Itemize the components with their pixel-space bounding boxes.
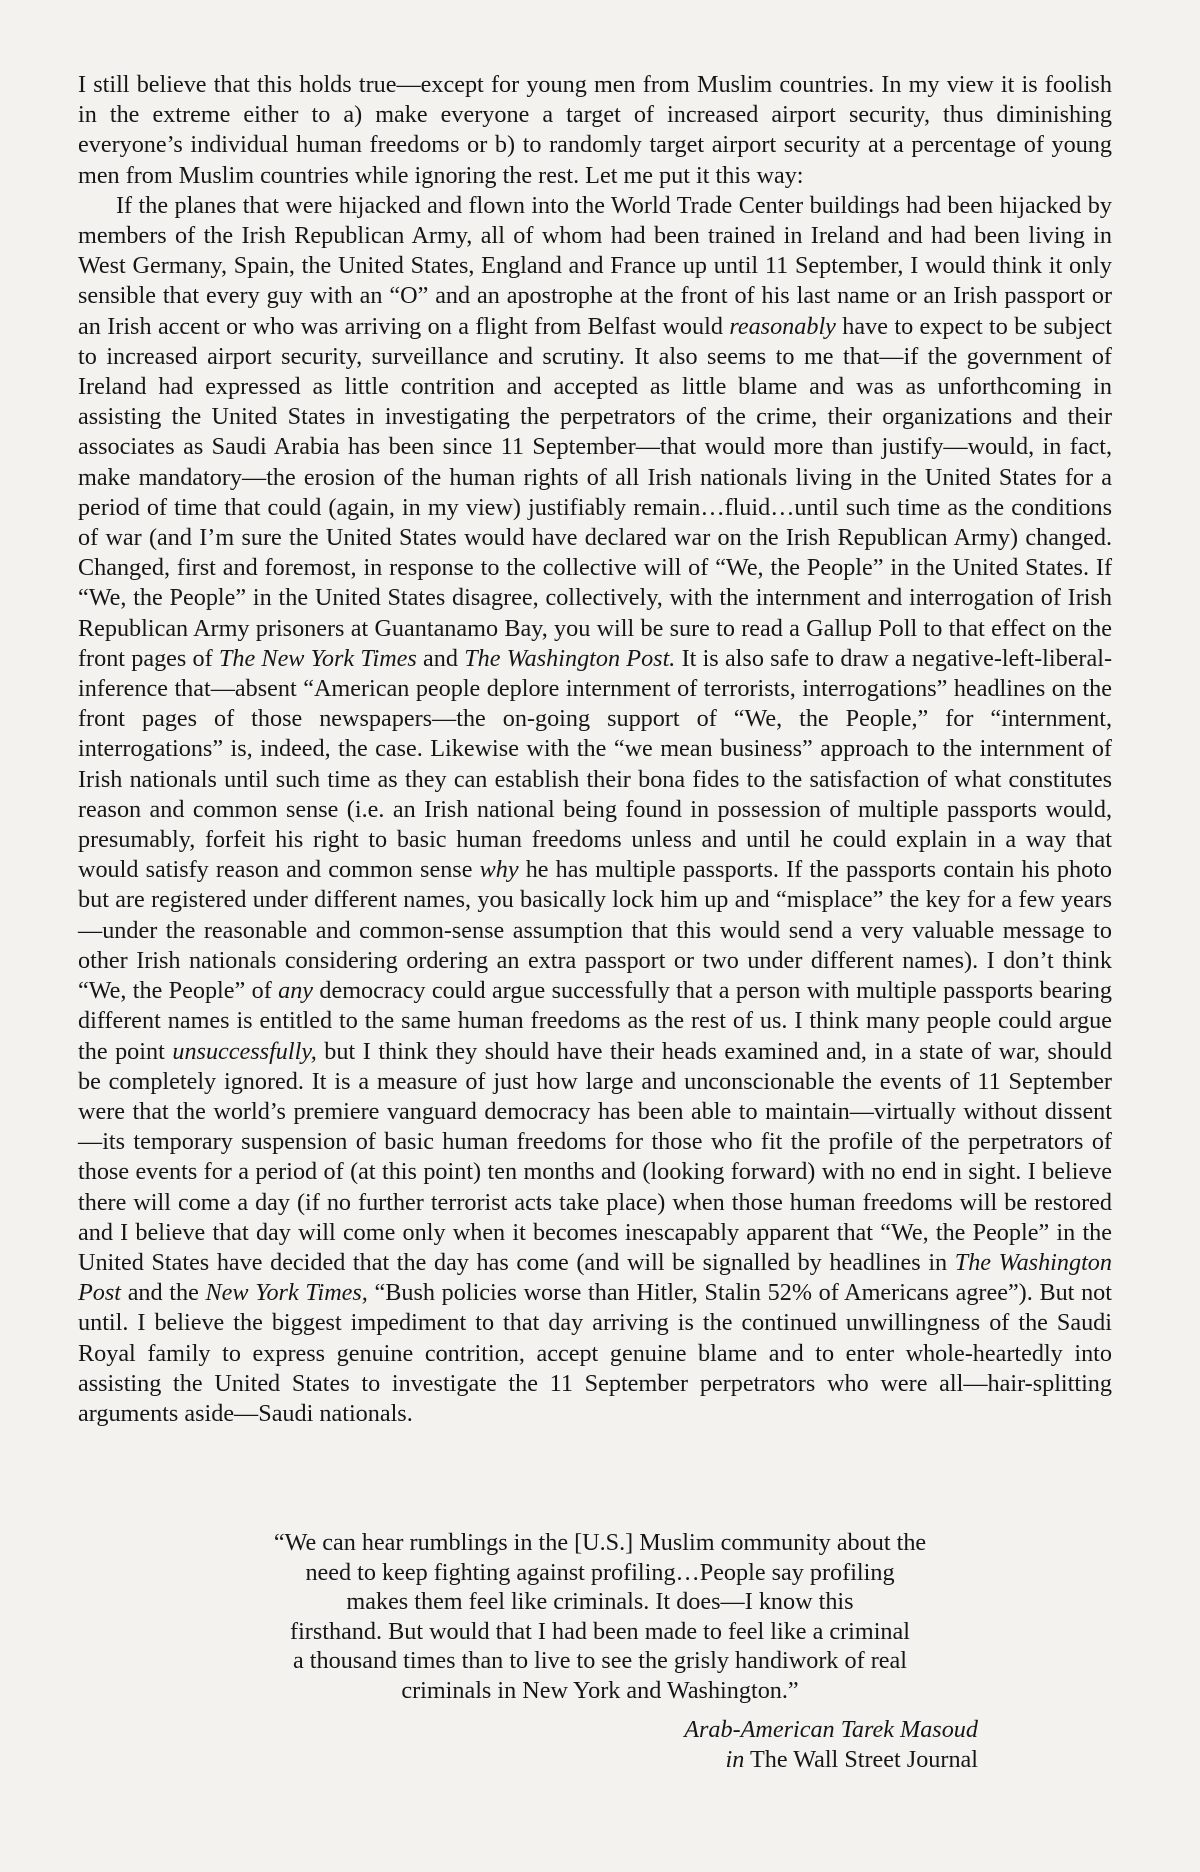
quote-line: need to keep fighting against profiling…People say profiling — [305, 1558, 895, 1586]
paragraph-2-text-8: and the — [121, 1279, 206, 1307]
paragraph-2-text-5: he has multiple passports. If the passports contain his photo but are registered under different names, you basically lock him up and “misplace” the key for a few years—under the reasonable and common-sense assumption that this would send a very valuable message to other Irish nationals considering ordering an extra passport or two under different names). I don’t think “We, the People” of — [78, 856, 1113, 1005]
italic-new-york-times: The New York Times — [218, 644, 417, 672]
paragraph-2-text-3: and — [416, 644, 465, 672]
italic-any: any — [278, 977, 314, 1005]
document-body — [78, 70, 1112, 1429]
quote-source-line — [684, 1745, 978, 1775]
quote-line: firsthand. But would that I had been made to feel like a criminal — [290, 1617, 910, 1645]
quote-attribution — [684, 1715, 978, 1774]
quote-line: a thousand times than to live to see the grisly handiwork of real — [293, 1647, 907, 1674]
paragraph-2-text-6: democracy could argue successfully that a person with multiple passports bearing different names is entitled to the same human freedoms as the rest of us. I think many people could argue the point — [78, 977, 1112, 1065]
italic-washington-post: The Washington Post. — [464, 644, 676, 672]
paragraph-2-text-7: but I think they should have their heads examined and, in a state of war, should be completely ignored. It is a measure of just how large and unconscionable the events of 11 September were that the world’s premiere vanguard democracy has been able to maintain—virtually without dissent—its temporary suspension of basic human freedoms for those who fit the profile of the perpetrators of those events for a period of (at this point) ten months and (looking forward) with no end in sight. I believe there will come a day (if no further terrorist acts take place) when those human freedoms will be restored and I believe that day will come only when it becomes inescapably apparent that “We, the People” in the United States have decided that the day has come (and will be signalled by headlines in — [78, 1037, 1112, 1276]
paragraph-1: I still believe that this holds true—except for young men from Muslim countries. In my view it is foolish in the extreme either to a) make everyone a target of increased airport security, thus diminishing everyone’s individual human freedoms or b) to randomly target airport security at a percentage of young men from Muslim countries while ignoring the rest. Let me put it this way: — [78, 71, 1112, 189]
paragraph-2 — [78, 191, 1112, 1429]
paragraph-2-text-1: If the planes that were hijacked and flown into the World Trade Center buildings had been hijacked by members of the Irish Republican Army, all of whom had been trained in Ireland and had been living in West Germany, Spain, the United States, England and France up until 11 September, I would think it only sensible that every guy with an “O” and an apostrophe at the front of his last name or an Irish passport or an Irish accent or who was arriving on a flight from Belfast would — [78, 191, 1112, 340]
quote-line: “We can hear rumblings in the [U.S.] Muslim community about the — [273, 1529, 927, 1556]
quote-line: makes them feel like criminals. It does—I know this — [346, 1588, 854, 1615]
quote-author: Arab-American Tarek Masoud — [684, 1716, 978, 1743]
paragraph-2-text-4: It is also safe to draw a negative-left-liberal-inference that—absent “American people deplore internment of terrorists, interrogations” headlines on the front pages of those newspapers—the on-going support of “We, the People,” for “internment, interrogations” is, indeed, the case. Likewise with the “we mean business” approach to the internment of Irish nationals until such time as they can establish their bona fides to the satisfaction of what constitutes reason and common sense (i.e. an Irish national being found in possession of multiple passports would, presumably, forfeit his right to basic human freedoms unless and until he could explain in a way that would satisfy reason and common sense — [78, 644, 1112, 884]
paragraph-2-text-2: have to expect to be subject to increased airport security, surveillance and scrutiny. It also seems to me that—if the government of Ireland had expressed as little contrition and accepted as little blame and was as unforthcoming in assisting the United States in investigating the perpetrators of the crime, their organizations and their associates as Saudi Arabia has been since 11 September—that would more than justify—would, in fact, make mandatory—the erosion of the human rights of all Irish nationals living in the United States for a period of time that could (again, in my view) justifiably remain…fluid…until such time as the conditions of war (and I’m sure the United States would have declared war on the Irish Republican Army) changed. Changed, first and foremost, in response to the collective will of “We, the People” in the United States. If “We, the People” in the United States disagree, collectively, with the internment and interrogation of Irish Republican Army prisoners at Guantanamo Bay, you will be sure to read a Gallup Poll to that effect on the front pages of — [78, 312, 1112, 672]
pull-quote — [220, 1528, 980, 1705]
quote-source-prefix: in — [725, 1745, 745, 1773]
italic-reasonably: reasonably — [729, 312, 836, 340]
quote-line: criminals in New York and Washington.” — [401, 1676, 799, 1704]
paragraph-2-text-9: “Bush policies worse than Hitler, Stalin 52% of Americans agree”). But not until. I believe the biggest impediment to that day arriving is the continued unwillingness of the Saudi Royal family to express genuine contrition, accept genuine blame and to enter whole-heartedly into assisting the United States to investigate the 11 September perpetrators who were all—hair-splitting arguments aside—Saudi nationals. — [78, 1279, 1112, 1427]
quote-source: The Wall Street Journal — [750, 1745, 978, 1773]
italic-why: why — [479, 856, 519, 884]
italic-washington-post-2: The Washington Post — [78, 1248, 1112, 1307]
italic-new-york-times-2: New York Times, — [205, 1279, 368, 1307]
italic-unsuccessfully: unsuccessfully, — [172, 1037, 317, 1065]
